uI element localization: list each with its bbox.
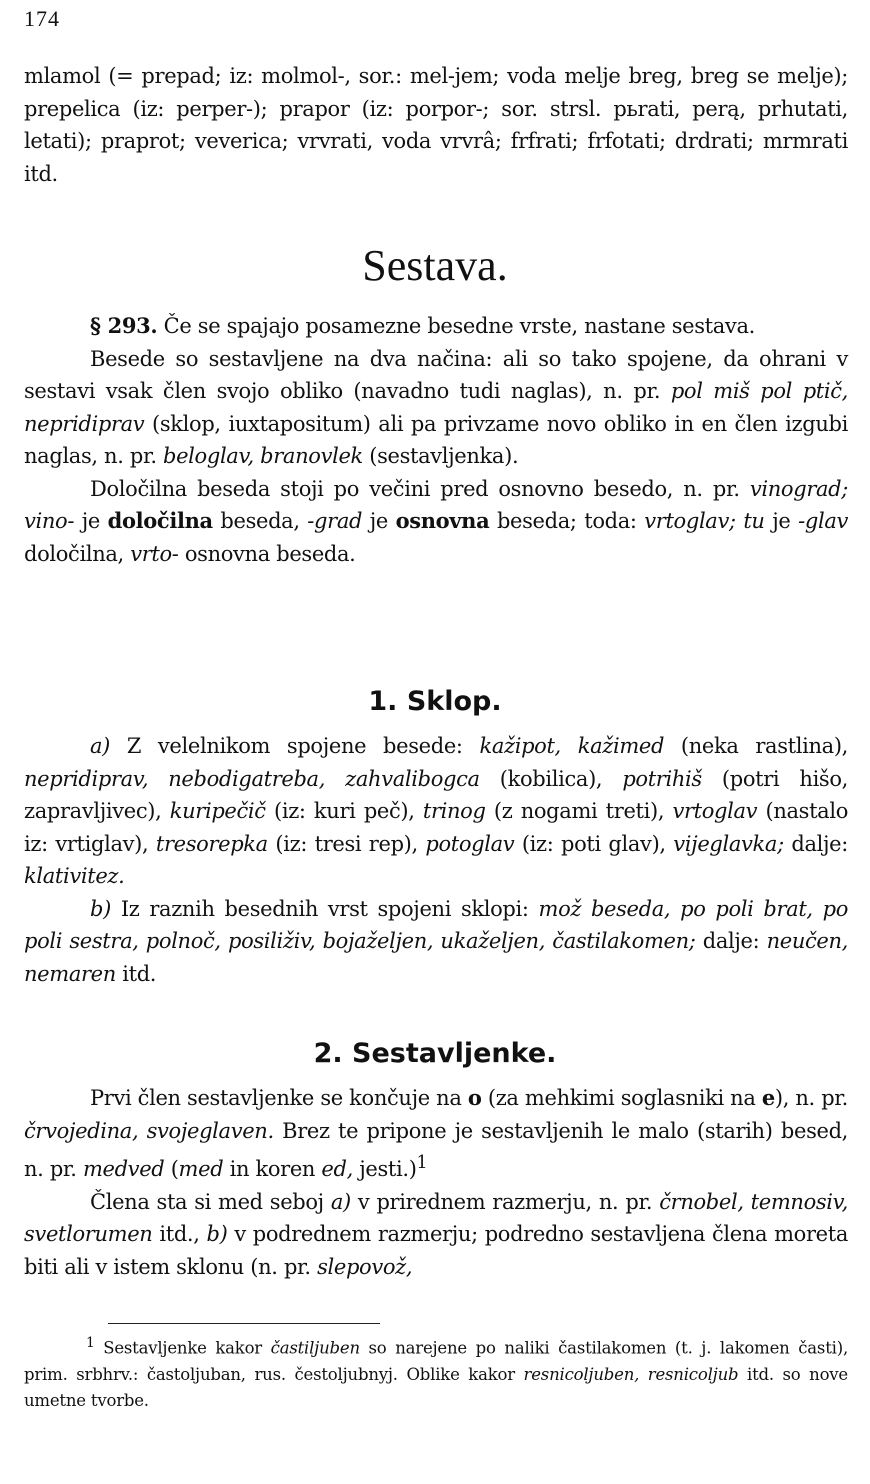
section-sestava-body xyxy=(24,310,848,570)
footnote-divider xyxy=(108,1323,380,1324)
section-sklop-body xyxy=(24,730,848,990)
subsection-title-sestavljenke: 2. Sestavljenke. xyxy=(313,1038,557,1069)
example: vrtoglav; tu xyxy=(644,509,765,533)
paragraph-determinative: Določilna beseda stoji po večini pred osnovno besedo, n. pr. vinograd; vino- je določilna beseda, -grad je osnovna beseda; toda: vrtoglav; tu je -glav določilna, vrto- osnovna beseda. xyxy=(24,476,849,566)
subsection-title-sklop: 1. Sklop. xyxy=(368,686,502,717)
term: osnovna xyxy=(395,508,490,533)
example: beloglav, branovlek xyxy=(163,444,363,468)
example: vinograd; vino- xyxy=(24,476,848,533)
footnote: $^1$ Sestavljenke kakor častiljuben so narejene po naliki častilakomen (t. j. lakomen časti), prim. srbhrv.: častoljuban, rus. čestoljubnyj. Oblike kakor resnicoljuben, resnicoljub itd. so nove umetne tvorbe. xyxy=(24,1335,848,1410)
paragraph-first-member: Prvi člen sestavljenke se končuje na o (za mehkimi soglasniki na e), n. pr. črvojedina, svojeglaven. Brez te pripone je sestavljenih le malo (starih) besed, n. pr. medved (med in koren ed, jesti.)$^1$ xyxy=(24,1085,848,1181)
footnote-mark: 1 xyxy=(86,1335,95,1351)
example: -glav xyxy=(798,509,849,533)
paragraph-two-ways: Besede so sestavljene na dva načina: ali so tako spojene, da ohrani v sestavi vsak člen svojo obliko (navadno tudi naglas), n. pr. pol miš pol ptič, nepridiprav (sklop, iuxtapositum) ali pa privzame novo obliko in en člen izgubi naglas, n. pr. beloglav, branovlek (sestavljenka). xyxy=(24,346,848,468)
paragraph-293: § 293. Če se spajajo posamezne besedne vrste, nastane sestava. xyxy=(90,313,755,338)
paragraph-sklop-b: b) Iz raznih besednih vrst spojeni sklopi: mož beseda, po poli brat, po poli sestra, polnoč, posiliživ, bojaželjen, ukaželjen, častilakomen; dalje: neučen, nemaren itd. xyxy=(24,896,848,986)
footnote-ref: 1 xyxy=(416,1153,428,1173)
example: -grad xyxy=(307,509,363,533)
intro-paragraph: mlamol (= prepad; iz: molmol-, sor.: mel-jem; voda melje breg, breg se melje); prepelica (iz: perper-); prapor (iz: porpor-; sor. strsl. pьrati, perą, prhutati, letati); praprot; veverica; vrvrati, voda vrvrâ; frfrati; frfotati; drdrati; mrmrati itd. xyxy=(24,64,848,186)
section-mark: § 293. xyxy=(90,313,158,338)
page-number: 174 xyxy=(24,6,60,31)
paragraph-sklop-a: a) Z velelnikom spojene besede: kažipot, kažimed (neka rastlina), nepridiprav, nebodigatreba, zahvalibogca (kobilica), potrihiš (potri hišo, zapravljivec), kuripečič (iz: kuri peč), trinog (z nogami treti), vrtoglav (nastalo iz: vrtiglav), tresorepka (iz: tresi rep), potoglav (iz: poti glav), vijeglavka; dalje: klativitez. xyxy=(24,734,849,888)
paragraph-members-relation: Člena sta si med seboj a) v prirednem razmerju, n. pr. črnobel, temnosiv, svetlorumen itd., b) v podrednem razmerju; podredno sestavljena člena moreta biti ali v istem sklonu (n. pr. slepovož, xyxy=(24,1189,849,1279)
section-sestavljenke-body xyxy=(24,1082,848,1283)
example: vrto- xyxy=(130,541,179,566)
section-title-sestava: Sestava. xyxy=(362,241,508,290)
example: pol miš pol ptič, nepridiprav xyxy=(24,379,848,436)
term: določilna xyxy=(107,508,213,533)
